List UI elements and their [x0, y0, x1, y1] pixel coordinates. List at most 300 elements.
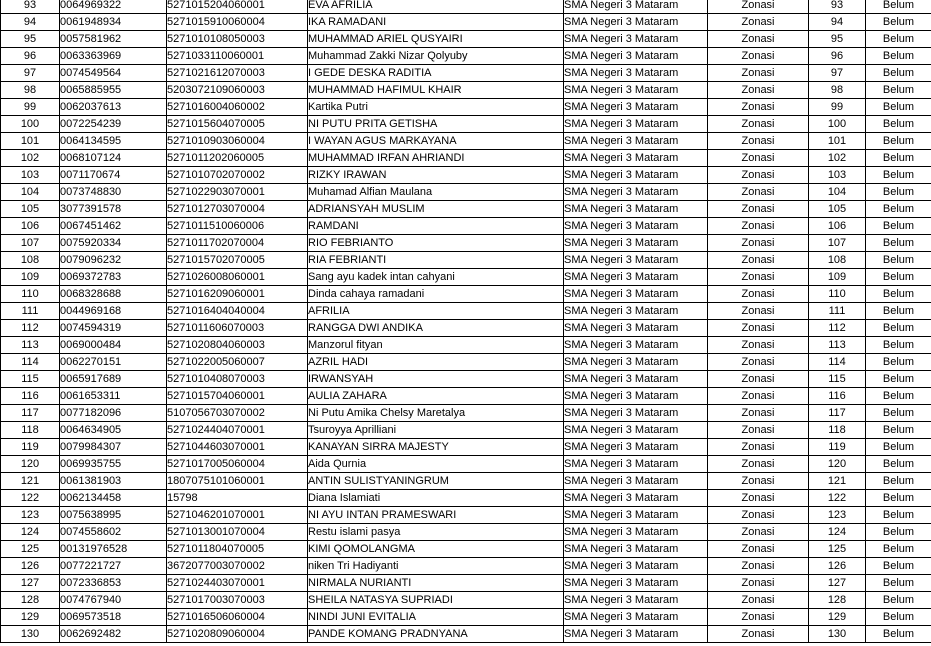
nisn-cell: 0075638995: [60, 507, 167, 524]
table-row: [1, 235, 931, 252]
admission-path-cell: Zonasi: [708, 371, 809, 388]
student-name-cell: Dinda cahaya ramadani: [308, 286, 564, 303]
nisn-cell: 0069000484: [60, 337, 167, 354]
table-row: [1, 286, 931, 303]
row-number: 93: [1, 0, 60, 14]
school-cell: SMA Negeri 3 Mataram: [564, 48, 708, 65]
status-cell: Belum: [866, 320, 931, 337]
rank-cell: 122: [809, 490, 866, 507]
row-number: 104: [1, 184, 60, 201]
nisn-cell: 0069573518: [60, 609, 167, 626]
status-cell: Belum: [866, 65, 931, 82]
table-row: [1, 65, 931, 82]
row-number: 96: [1, 48, 60, 65]
school-cell: SMA Negeri 3 Mataram: [564, 65, 708, 82]
nisn-cell: 0069935755: [60, 456, 167, 473]
status-cell: Belum: [866, 541, 931, 558]
row-number: 126: [1, 558, 60, 575]
nisn-cell: 0062134458: [60, 490, 167, 507]
nik-cell: 5271015910060004: [167, 14, 308, 31]
rank-cell: 96: [809, 48, 866, 65]
table-body: [1, 0, 931, 643]
school-cell: SMA Negeri 3 Mataram: [564, 524, 708, 541]
status-cell: Belum: [866, 354, 931, 371]
student-name-cell: KANAYAN SIRRA MAJESTY: [308, 439, 564, 456]
table-row: [1, 439, 931, 456]
nik-cell: 5271024403070001: [167, 575, 308, 592]
nik-cell: 5271022903070001: [167, 184, 308, 201]
status-cell: Belum: [866, 507, 931, 524]
table-row: [1, 303, 931, 320]
status-cell: Belum: [866, 456, 931, 473]
school-cell: SMA Negeri 3 Mataram: [564, 575, 708, 592]
school-cell: SMA Negeri 3 Mataram: [564, 201, 708, 218]
status-cell: Belum: [866, 422, 931, 439]
student-name-cell: SHEILA NATASYA SUPRIADI: [308, 592, 564, 609]
school-cell: SMA Negeri 3 Mataram: [564, 388, 708, 405]
admission-path-cell: Zonasi: [708, 65, 809, 82]
admission-path-cell: Zonasi: [708, 592, 809, 609]
row-number: 124: [1, 524, 60, 541]
nik-cell: 5271020809060004: [167, 626, 308, 643]
nisn-cell: 3077391578: [60, 201, 167, 218]
admission-path-cell: Zonasi: [708, 490, 809, 507]
table-row: [1, 473, 931, 490]
admission-path-cell: Zonasi: [708, 150, 809, 167]
table-row: [1, 133, 931, 150]
table-row: [1, 184, 931, 201]
school-cell: SMA Negeri 3 Mataram: [564, 337, 708, 354]
student-name-cell: I WAYAN AGUS MARKAYANA: [308, 133, 564, 150]
row-number: 97: [1, 65, 60, 82]
school-cell: SMA Negeri 3 Mataram: [564, 116, 708, 133]
row-number: 125: [1, 541, 60, 558]
table-row: [1, 405, 931, 422]
rank-cell: 114: [809, 354, 866, 371]
status-cell: Belum: [866, 388, 931, 405]
nisn-cell: 0063363969: [60, 48, 167, 65]
admission-path-cell: Zonasi: [708, 167, 809, 184]
student-name-cell: KIMI QOMOLANGMA: [308, 541, 564, 558]
table-row: [1, 48, 931, 65]
student-name-cell: AFRILIA: [308, 303, 564, 320]
status-cell: Belum: [866, 252, 931, 269]
admission-path-cell: Zonasi: [708, 422, 809, 439]
school-cell: SMA Negeri 3 Mataram: [564, 269, 708, 286]
nisn-cell: 0073748830: [60, 184, 167, 201]
table-row: [1, 14, 931, 31]
school-cell: SMA Negeri 3 Mataram: [564, 609, 708, 626]
admission-path-cell: Zonasi: [708, 303, 809, 320]
rank-cell: 128: [809, 592, 866, 609]
nik-cell: 5271022005060007: [167, 354, 308, 371]
row-number: 113: [1, 337, 60, 354]
status-cell: Belum: [866, 592, 931, 609]
student-name-cell: RIA FEBRIANTI: [308, 252, 564, 269]
school-cell: SMA Negeri 3 Mataram: [564, 422, 708, 439]
table-row: [1, 354, 931, 371]
admission-path-cell: Zonasi: [708, 405, 809, 422]
student-name-cell: NI PUTU PRITA GETISHA: [308, 116, 564, 133]
nisn-cell: 0061948934: [60, 14, 167, 31]
admission-path-cell: Zonasi: [708, 48, 809, 65]
rank-cell: 99: [809, 99, 866, 116]
table-row: [1, 31, 931, 48]
nik-cell: 5271015702070005: [167, 252, 308, 269]
rank-cell: 106: [809, 218, 866, 235]
row-number: 105: [1, 201, 60, 218]
rank-cell: 111: [809, 303, 866, 320]
row-number: 95: [1, 31, 60, 48]
row-number: 130: [1, 626, 60, 643]
status-cell: Belum: [866, 286, 931, 303]
nik-cell: 5271021612070003: [167, 65, 308, 82]
nik-cell: 5271010702070002: [167, 167, 308, 184]
table-row: [1, 0, 931, 14]
admission-path-cell: Zonasi: [708, 609, 809, 626]
student-name-cell: RANGGA DWI ANDIKA: [308, 320, 564, 337]
table-row: [1, 626, 931, 643]
rank-cell: 115: [809, 371, 866, 388]
admission-path-cell: Zonasi: [708, 82, 809, 99]
school-cell: SMA Negeri 3 Mataram: [564, 218, 708, 235]
admission-path-cell: Zonasi: [708, 507, 809, 524]
nik-cell: 5271017005060004: [167, 456, 308, 473]
rank-cell: 125: [809, 541, 866, 558]
nik-cell: 5271046201070001: [167, 507, 308, 524]
admission-path-cell: Zonasi: [708, 558, 809, 575]
rank-cell: 94: [809, 14, 866, 31]
school-cell: SMA Negeri 3 Mataram: [564, 31, 708, 48]
row-number: 101: [1, 133, 60, 150]
rank-cell: 120: [809, 456, 866, 473]
status-cell: Belum: [866, 439, 931, 456]
student-name-cell: NINDI JUNI EVITALIA: [308, 609, 564, 626]
rank-cell: 102: [809, 150, 866, 167]
nik-cell: 5271026008060001: [167, 269, 308, 286]
admission-path-cell: Zonasi: [708, 218, 809, 235]
status-cell: Belum: [866, 184, 931, 201]
row-number: 118: [1, 422, 60, 439]
nik-cell: 5271011510060006: [167, 218, 308, 235]
nisn-cell: 0074558602: [60, 524, 167, 541]
student-name-cell: AULIA ZAHARA: [308, 388, 564, 405]
student-name-cell: Diana Islamiati: [308, 490, 564, 507]
admission-path-cell: Zonasi: [708, 99, 809, 116]
table-row: [1, 575, 931, 592]
student-name-cell: Restu islami pasya: [308, 524, 564, 541]
nisn-cell: 0064134595: [60, 133, 167, 150]
status-cell: Belum: [866, 31, 931, 48]
school-cell: SMA Negeri 3 Mataram: [564, 541, 708, 558]
school-cell: SMA Negeri 3 Mataram: [564, 354, 708, 371]
nik-cell: 5271013001070004: [167, 524, 308, 541]
admission-path-cell: Zonasi: [708, 354, 809, 371]
status-cell: Belum: [866, 609, 931, 626]
status-cell: Belum: [866, 167, 931, 184]
row-number: 115: [1, 371, 60, 388]
status-cell: Belum: [866, 48, 931, 65]
status-cell: Belum: [866, 473, 931, 490]
student-name-cell: IKA RAMADANI: [308, 14, 564, 31]
status-cell: Belum: [866, 133, 931, 150]
admission-path-cell: Zonasi: [708, 541, 809, 558]
rank-cell: 95: [809, 31, 866, 48]
student-name-cell: MUHAMMAD HAFIMUL KHAIR: [308, 82, 564, 99]
status-cell: Belum: [866, 82, 931, 99]
nisn-cell: 0067451462: [60, 218, 167, 235]
status-cell: Belum: [866, 303, 931, 320]
table-row: [1, 422, 931, 439]
status-cell: Belum: [866, 14, 931, 31]
admission-path-cell: Zonasi: [708, 184, 809, 201]
school-cell: SMA Negeri 3 Mataram: [564, 456, 708, 473]
admission-path-cell: Zonasi: [708, 439, 809, 456]
student-name-cell: Tsuroyya Aprilliani: [308, 422, 564, 439]
nik-cell: 5271015604070005: [167, 116, 308, 133]
row-number: 106: [1, 218, 60, 235]
student-name-cell: ADRIANSYAH MUSLIM: [308, 201, 564, 218]
table-row: [1, 558, 931, 575]
rank-cell: 110: [809, 286, 866, 303]
status-cell: Belum: [866, 150, 931, 167]
rank-cell: 127: [809, 575, 866, 592]
status-cell: Belum: [866, 490, 931, 507]
nisn-cell: 0061381903: [60, 473, 167, 490]
admission-path-cell: Zonasi: [708, 252, 809, 269]
nisn-cell: 0068107124: [60, 150, 167, 167]
nik-cell: 15798: [167, 490, 308, 507]
student-name-cell: Aida Qurnia: [308, 456, 564, 473]
nisn-cell: 0072336853: [60, 575, 167, 592]
status-cell: Belum: [866, 201, 931, 218]
row-number: 103: [1, 167, 60, 184]
admission-path-cell: Zonasi: [708, 14, 809, 31]
school-cell: SMA Negeri 3 Mataram: [564, 507, 708, 524]
nisn-cell: 0065885955: [60, 82, 167, 99]
table-row: [1, 609, 931, 626]
nisn-cell: 0071170674: [60, 167, 167, 184]
nik-cell: 1807075101060001: [167, 473, 308, 490]
row-number: 123: [1, 507, 60, 524]
nik-cell: 5271033110060001: [167, 48, 308, 65]
nisn-cell: 0065917689: [60, 371, 167, 388]
row-number: 119: [1, 439, 60, 456]
student-name-cell: I GEDE DESKA RADITIA: [308, 65, 564, 82]
school-cell: SMA Negeri 3 Mataram: [564, 167, 708, 184]
school-cell: SMA Negeri 3 Mataram: [564, 99, 708, 116]
student-name-cell: RAMDANI: [308, 218, 564, 235]
school-cell: SMA Negeri 3 Mataram: [564, 0, 708, 14]
student-name-cell: niken Tri Hadiyanti: [308, 558, 564, 575]
admission-path-cell: Zonasi: [708, 320, 809, 337]
school-cell: SMA Negeri 3 Mataram: [564, 235, 708, 252]
nisn-cell: 00131976528: [60, 541, 167, 558]
school-cell: SMA Negeri 3 Mataram: [564, 558, 708, 575]
table-row: [1, 252, 931, 269]
school-cell: SMA Negeri 3 Mataram: [564, 252, 708, 269]
row-number: 129: [1, 609, 60, 626]
status-cell: Belum: [866, 524, 931, 541]
nisn-cell: 0068328688: [60, 286, 167, 303]
student-name-cell: RIZKY IRAWAN: [308, 167, 564, 184]
nik-cell: 5271016004060002: [167, 99, 308, 116]
rank-cell: 97: [809, 65, 866, 82]
table-row: [1, 456, 931, 473]
rank-cell: 113: [809, 337, 866, 354]
student-name-cell: Manzorul fityan: [308, 337, 564, 354]
admission-path-cell: Zonasi: [708, 201, 809, 218]
student-name-cell: EVA AFRILIA: [308, 0, 564, 14]
table-row: [1, 592, 931, 609]
table-row: [1, 320, 931, 337]
nik-cell: 5271011702070004: [167, 235, 308, 252]
school-cell: SMA Negeri 3 Mataram: [564, 490, 708, 507]
row-number: 98: [1, 82, 60, 99]
admission-path-cell: Zonasi: [708, 473, 809, 490]
admission-path-cell: Zonasi: [708, 133, 809, 150]
nisn-cell: 0074549564: [60, 65, 167, 82]
nisn-cell: 0064634905: [60, 422, 167, 439]
nik-cell: 3672077003070002: [167, 558, 308, 575]
status-cell: Belum: [866, 575, 931, 592]
table-row: [1, 541, 931, 558]
row-number: 120: [1, 456, 60, 473]
school-cell: SMA Negeri 3 Mataram: [564, 133, 708, 150]
nisn-cell: 0074594319: [60, 320, 167, 337]
status-cell: Belum: [866, 337, 931, 354]
status-cell: Belum: [866, 626, 931, 643]
student-name-cell: NIRMALA NURIANTI: [308, 575, 564, 592]
rank-cell: 121: [809, 473, 866, 490]
rank-cell: 118: [809, 422, 866, 439]
student-name-cell: AZRIL HADI: [308, 354, 564, 371]
school-cell: SMA Negeri 3 Mataram: [564, 320, 708, 337]
nik-cell: 5271017003070003: [167, 592, 308, 609]
nisn-cell: 0077182096: [60, 405, 167, 422]
nik-cell: 5271010108050003: [167, 31, 308, 48]
admission-path-cell: Zonasi: [708, 456, 809, 473]
rank-cell: 109: [809, 269, 866, 286]
rank-cell: 103: [809, 167, 866, 184]
table-row: [1, 388, 931, 405]
school-cell: SMA Negeri 3 Mataram: [564, 371, 708, 388]
student-name-cell: MUHAMMAD ARIEL QUSYAIRI: [308, 31, 564, 48]
rank-cell: 98: [809, 82, 866, 99]
admission-path-cell: Zonasi: [708, 337, 809, 354]
rank-cell: 129: [809, 609, 866, 626]
nik-cell: 5271024404070001: [167, 422, 308, 439]
school-cell: SMA Negeri 3 Mataram: [564, 405, 708, 422]
nisn-cell: 0075920334: [60, 235, 167, 252]
table-row: [1, 116, 931, 133]
row-number: 110: [1, 286, 60, 303]
admission-path-cell: Zonasi: [708, 286, 809, 303]
status-cell: Belum: [866, 371, 931, 388]
school-cell: SMA Negeri 3 Mataram: [564, 303, 708, 320]
table-row: [1, 337, 931, 354]
nisn-cell: 0074767940: [60, 592, 167, 609]
row-number: 100: [1, 116, 60, 133]
admission-path-cell: Zonasi: [708, 388, 809, 405]
status-cell: Belum: [866, 0, 931, 14]
rank-cell: 93: [809, 0, 866, 14]
school-cell: SMA Negeri 3 Mataram: [564, 439, 708, 456]
student-name-cell: IRWANSYAH: [308, 371, 564, 388]
student-name-cell: MUHAMMAD IRFAN AHRIANDI: [308, 150, 564, 167]
nisn-cell: 0061653311: [60, 388, 167, 405]
rank-cell: 116: [809, 388, 866, 405]
admission-path-cell: Zonasi: [708, 116, 809, 133]
school-cell: SMA Negeri 3 Mataram: [564, 473, 708, 490]
row-number: 108: [1, 252, 60, 269]
school-cell: SMA Negeri 3 Mataram: [564, 150, 708, 167]
nik-cell: 5271020804060003: [167, 337, 308, 354]
rank-cell: 117: [809, 405, 866, 422]
rank-cell: 124: [809, 524, 866, 541]
table-row: [1, 150, 931, 167]
table-row: [1, 82, 931, 99]
table-row: [1, 524, 931, 541]
status-cell: Belum: [866, 269, 931, 286]
student-name-cell: PANDE KOMANG PRADNYANA: [308, 626, 564, 643]
table-row: [1, 167, 931, 184]
nisn-cell: 0069372783: [60, 269, 167, 286]
nisn-cell: 0064969322: [60, 0, 167, 14]
row-number: 117: [1, 405, 60, 422]
row-number: 99: [1, 99, 60, 116]
table-row: [1, 371, 931, 388]
admission-path-cell: Zonasi: [708, 235, 809, 252]
rank-cell: 130: [809, 626, 866, 643]
status-cell: Belum: [866, 235, 931, 252]
student-name-cell: RIO FEBRIANTO: [308, 235, 564, 252]
admission-path-cell: Zonasi: [708, 575, 809, 592]
nisn-cell: 0062692482: [60, 626, 167, 643]
table-row: [1, 99, 931, 116]
admission-path-cell: Zonasi: [708, 524, 809, 541]
nik-cell: 5107056703070002: [167, 405, 308, 422]
nisn-cell: 0072254239: [60, 116, 167, 133]
row-number: 112: [1, 320, 60, 337]
student-name-cell: Sang ayu kadek intan cahyani: [308, 269, 564, 286]
row-number: 121: [1, 473, 60, 490]
rank-cell: 101: [809, 133, 866, 150]
rank-cell: 105: [809, 201, 866, 218]
nisn-cell: 0079096232: [60, 252, 167, 269]
nik-cell: 5271010408070003: [167, 371, 308, 388]
nik-cell: 5271011804070005: [167, 541, 308, 558]
rank-cell: 108: [809, 252, 866, 269]
row-number: 116: [1, 388, 60, 405]
row-number: 111: [1, 303, 60, 320]
rank-cell: 100: [809, 116, 866, 133]
nik-cell: 5271011202060005: [167, 150, 308, 167]
rank-cell: 119: [809, 439, 866, 456]
school-cell: SMA Negeri 3 Mataram: [564, 82, 708, 99]
table-row: [1, 269, 931, 286]
nik-cell: 5271015204060001: [167, 0, 308, 14]
school-cell: SMA Negeri 3 Mataram: [564, 626, 708, 643]
admission-path-cell: Zonasi: [708, 626, 809, 643]
table-row: [1, 507, 931, 524]
nisn-cell: 0079984307: [60, 439, 167, 456]
status-cell: Belum: [866, 558, 931, 575]
table-row: [1, 201, 931, 218]
rank-cell: 107: [809, 235, 866, 252]
student-name-cell: Muhammad Zakki Nizar Qolyuby: [308, 48, 564, 65]
row-number: 114: [1, 354, 60, 371]
